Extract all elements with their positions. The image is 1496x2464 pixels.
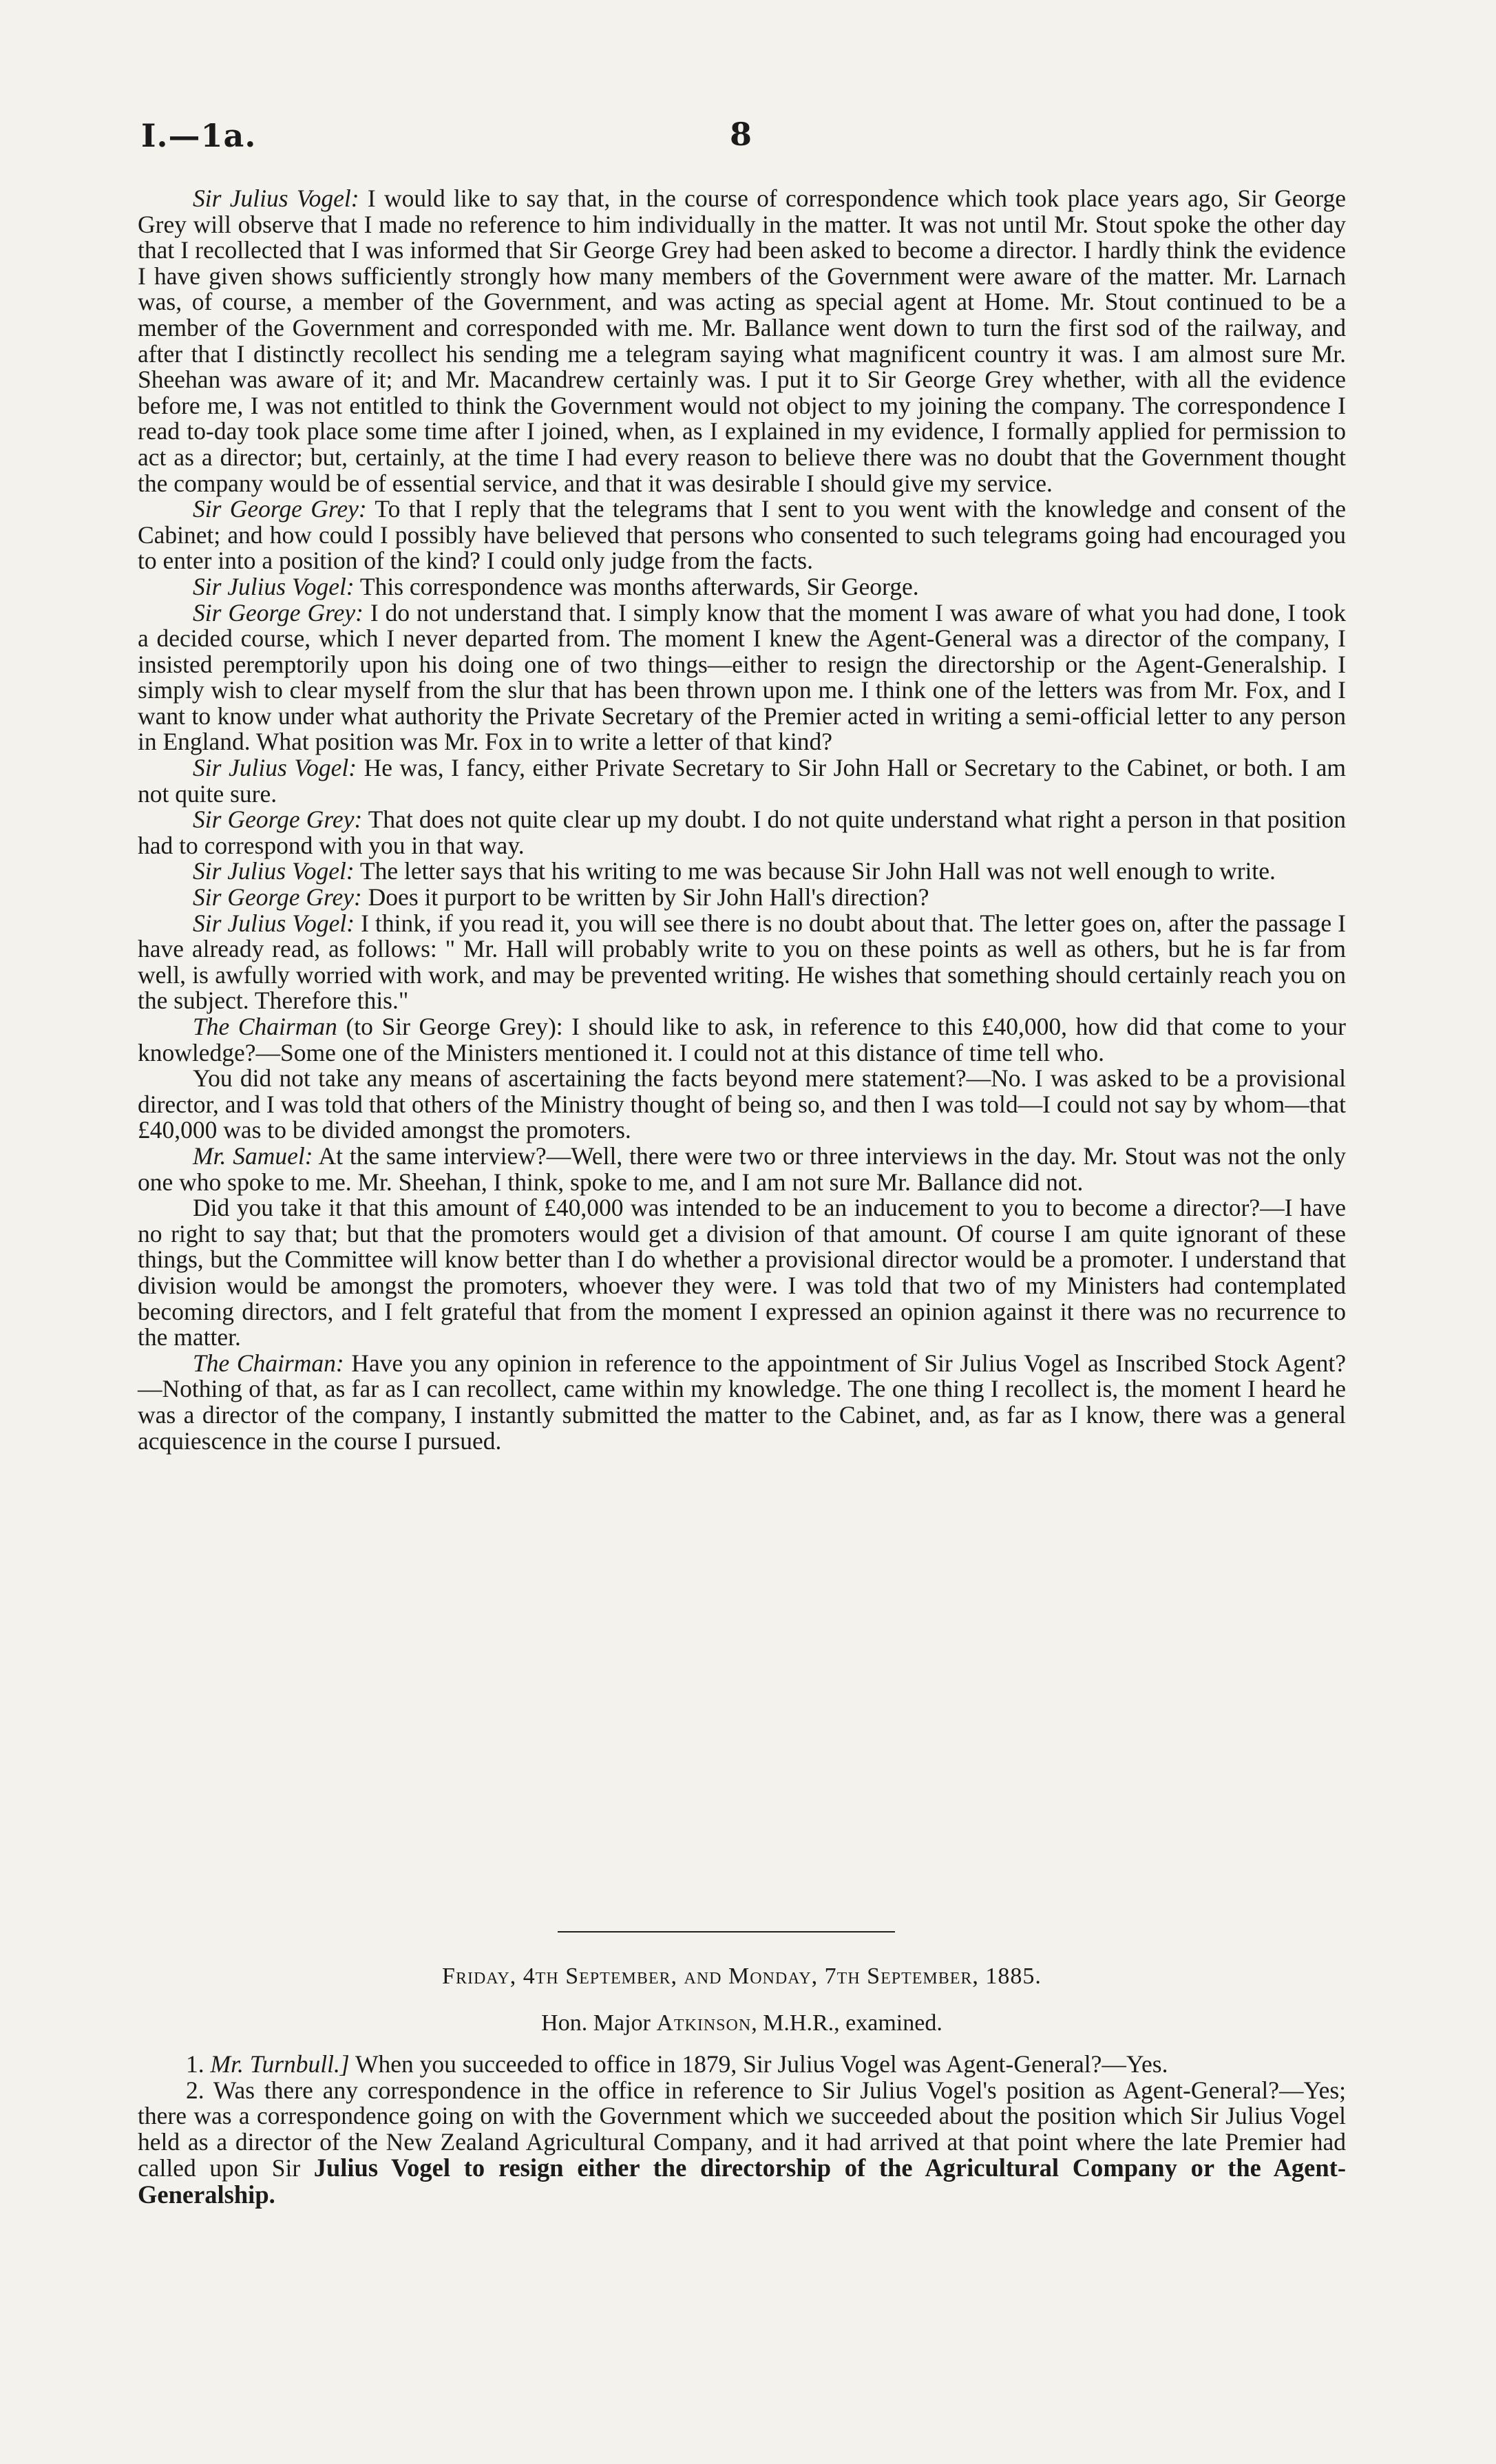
paragraph	[138, 186, 1346, 496]
witness-title: Hon. Major	[541, 2010, 657, 2036]
speaker-name: Mr. Samuel:	[193, 1141, 313, 1170]
question-number: 1.	[186, 2050, 204, 2078]
paragraph	[138, 496, 1346, 574]
paragraph-text: He was, I fancy, either Private Secretary to Sir John Hall or Secretary to the Cabinet, or both. I am not quite sure.	[138, 754, 1346, 808]
speaker-name: Sir Julius Vogel:	[193, 909, 355, 937]
paragraph-text: The letter says that his writing to me was because Sir John Hall was not well enough to write.	[354, 857, 1276, 885]
paragraph-text: Does it purport to be written by Sir John Hall's direction?	[361, 883, 929, 912]
question-text: Was there any correspondence in the office in reference to Sir Julius Vogel's position as Agent-General?—Yes; there was a correspondence going on with the Government which we succeeded about the position which Sir Julius Vogel held as a director of the New Zealand Agricultural Company, and it had arrived at that point where the late Premier had called upon Sir	[138, 2076, 1346, 2182]
speaker-name: Sir Julius Vogel:	[193, 572, 355, 600]
evidence-transcript	[138, 186, 1346, 1454]
paragraph-text: I do not understand that. I simply know that the moment I was aware of what you had done, I took a decided course, which I never departed from. The moment I knew the Agent-General was a director of the company, I insisted peremptorily upon his doing one of two things—either to resign the directorship or the Agent-Generalship. I simply wish to clear myself from the slur that has been thrown upon me. I think one of the letters was from Mr. Fox, and I want to know under what authority the Private Secretary of the Premier acted in writing a semi-official letter to any person in England. What position was Mr. Fox in to write a letter of that kind?	[138, 598, 1347, 756]
speaker-name: Sir George Grey:	[193, 495, 367, 523]
question-paragraph	[138, 2078, 1346, 2209]
paragraph-text: Did you take it that this amount of £40,000 was intended to be an inducement to you to become a director?—I have no right to say that; but that the promoters would get a division of that amount. Of course I am quite ignorant of these things, but the Committee will know better than I do whether a provisional director would be a promoter. I understand that division would be amongst the promoters, whoever they were. I was told that two of my Ministers had contemplated becoming directors, and I felt grateful that from the moment I expressed an opinion against it there was no recurrence to the matter.	[138, 1194, 1346, 1351]
questioner-name: Mr. Turnbull.]	[210, 2050, 350, 2078]
paragraph	[138, 859, 1346, 885]
paragraph	[138, 885, 1346, 911]
speaker-name: Sir Julius Vogel:	[193, 857, 355, 885]
parliamentary-paper-reference: I.—1a.	[141, 117, 257, 154]
page-number: 8	[730, 116, 752, 153]
paragraph	[138, 1014, 1346, 1066]
paragraph-text: At the same interview?—Well, there were two or three interviews in the day. Mr. Stout was not the only one who spoke to me. Mr. Sheehan, I think, spoke to me, and I am not sure Mr. Ballance did not.	[138, 1141, 1346, 1196]
speaker-name: Sir Julius Vogel:	[193, 185, 359, 212]
paragraph	[138, 600, 1346, 756]
paragraph	[138, 1141, 1346, 1196]
question-paragraph	[138, 2052, 1346, 2078]
paragraph-text: I would like to say that, in the course of correspondence which took place years ago, Sir George Grey will observe that I made no reference to him individually in the matter. It was not until Mr. Stout spoke the other day that I recollected that I was informed that Sir George Grey had been asked to become a director. I hardly think the evidence I have given shows sufficiently strongly how many members of the Government were aware of the matter. Mr. Larnach was, of course, a member of the Government, and was acting as special agent at Home. Mr. Stout continued to be a member of the Government and corresponded with me. Mr. Ballance went down to turn the first sod of the railway, and after that I distinctly recollect his sending me a telegram saying what magnificent country it was. I am almost sure Mr. Sheehan was aware of it; and Mr. Macandrew certainly was. I put it to Sir George Grey whether, with all the evidence before me, I was not entitled to think the Government would not object to my joining the company. The correspondence I read to-day took place some time after I joined, when, as I explained in my evidence, I formally applied for permission to act as a director; but, certainly, at the time I had every reason to believe there was no doubt that the Government thought the company would be of essential service, and that it was desirable I should give my service.	[138, 185, 1346, 497]
paragraph-text: I think, if you read it, you will see there is no doubt about that. The letter goes on, after the passage I have already read, as follows: " Mr. Hall will probably write to you on these points as well as others, but he is far from well, is awfully worried with work, and may be prevented writing. He wishes that something should certainly reach you on the subject. Therefore this."	[138, 909, 1346, 1015]
paragraph	[138, 1066, 1346, 1144]
paragraph-text: To that I reply that the telegrams that I sent to you went with the knowledge and consent of the Cabinet; and how could I possibly have believed that persons who consented to such telegrams going had encouraged you to enter into a position of the kind? I could only judge from the facts.	[138, 495, 1346, 575]
question-number: 2.	[186, 2076, 204, 2104]
paragraph	[138, 911, 1346, 1014]
speaker-name: Sir George Grey:	[193, 598, 364, 626]
paragraph	[138, 574, 1346, 600]
section-divider	[558, 1931, 895, 1933]
paragraph	[138, 1195, 1346, 1351]
paragraph-text: (to Sir George Grey): I should like to ask, in reference to this £40,000, how did that come to your knowledge?—Some one of the Ministers mentioned it. I could not at this distance of time tell who.	[138, 1013, 1346, 1066]
speaker-name: Sir George Grey:	[193, 805, 363, 834]
speaker-name: The Chairman:	[193, 1349, 344, 1377]
question-text-bold-line: Julius Vogel to resign either the directorship of the Agricultural Company or the Agent-Generalship.	[138, 2154, 1346, 2209]
paragraph-text: That does not quite clear up my doubt. I do not quite understand what right a person in that position had to correspond with you in that way.	[138, 805, 1347, 859]
speaker-name: Sir George Grey:	[193, 883, 362, 912]
paragraph	[138, 807, 1346, 859]
witness-name: Atkinson	[656, 2010, 752, 2036]
question-text: When you succeeded to office in 1879, Sir Julius Vogel was Agent-General?—Yes.	[349, 2050, 1168, 2078]
paragraph-text: You did not take any means of ascertaining the facts beyond mere statement?—No. I was asked to be a provisional director, and I was told that others of the Ministry thought of being so, and then I was told—I could not say by whom—that £40,000 was to be divided amongst the promoters.	[138, 1064, 1346, 1144]
speaker-name: The Chairman	[193, 1013, 337, 1040]
paragraph-text: Have you any opinion in reference to the appointment of Sir Julius Vogel as Inscribed Stock Agent?—Nothing of that, as far as I can recollect, came within my knowledge. The one thing I recollect is, the moment I heard he was a director of the company, I instantly submitted the matter to the Cabinet, and, as far as I know, there was a general acquiescence in the course I pursued.	[138, 1349, 1346, 1455]
examination-questions	[138, 2052, 1346, 2209]
witness-heading	[138, 2010, 1346, 2036]
speaker-name: Sir Julius Vogel:	[193, 754, 357, 782]
witness-suffix: , M.H.R., examined.	[751, 2010, 942, 2036]
paragraph	[138, 1351, 1346, 1454]
paragraph	[138, 755, 1346, 807]
paragraph-text: This correspondence was months afterwards, Sir George.	[354, 572, 919, 600]
session-date-heading: Friday, 4th September, and Monday, 7th September, 1885.	[442, 1963, 1042, 1989]
